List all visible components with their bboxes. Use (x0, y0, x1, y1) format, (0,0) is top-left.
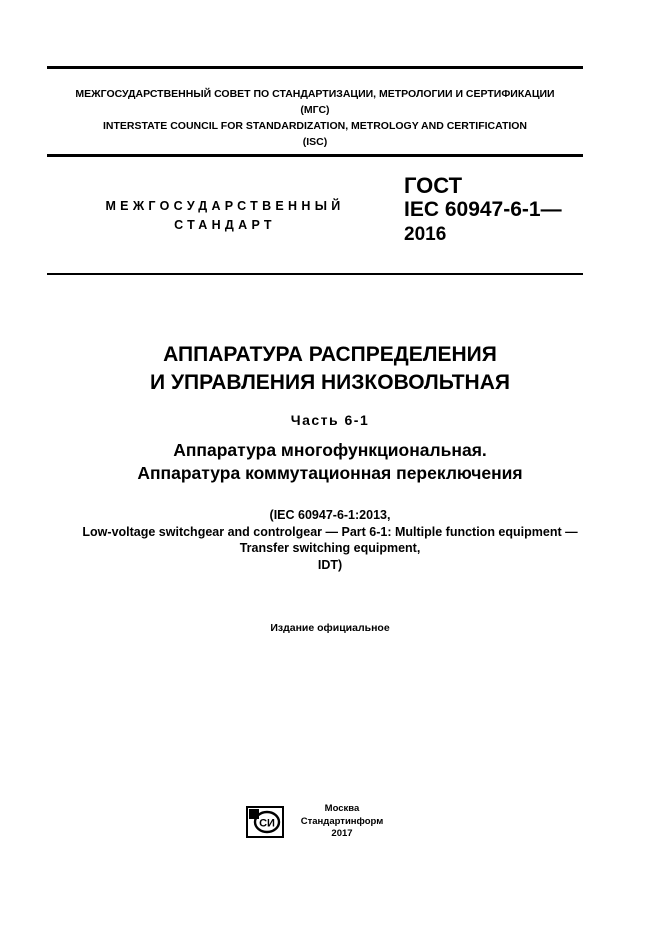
standartinform-logo-icon (246, 806, 284, 838)
iec-reference-line1: (IEC 60947-6-1:2013, (269, 508, 391, 522)
designation-rule (47, 273, 583, 275)
standard-kind-line2: СТАНДАРТ (174, 218, 276, 232)
council-abbr-ru: (МГС) (300, 104, 330, 116)
standard-kind-line1: МЕЖГОСУДАРСТВЕННЫЙ (105, 199, 345, 213)
iec-reference-line3: Transfer switching equipment, (239, 541, 421, 555)
gost-label: ГОСТ (404, 173, 463, 198)
document-title (40, 341, 620, 397)
part-label: Часть 6-1 (290, 412, 370, 428)
publisher-name: Стандартинформ (300, 815, 384, 827)
subtitle-line1: Аппаратура многофункциональная. (173, 440, 487, 460)
logo-text: СИ (259, 817, 275, 830)
top-rule (47, 66, 583, 69)
publisher-imprint (292, 803, 392, 841)
title-line1: АППАРАТУРА РАСПРЕДЕЛЕНИЯ (163, 343, 497, 366)
document-subtitle (40, 439, 620, 485)
gost-number: IEC 60947-6-1— (404, 198, 562, 221)
title-line2: И УПРАВЛЕНИЯ НИЗКОВОЛЬТНАЯ (150, 371, 510, 394)
council-header (47, 86, 583, 150)
iec-reference-line4: IDT) (317, 557, 343, 572)
header-rule (47, 154, 583, 157)
standard-designation (404, 175, 562, 244)
standard-kind (90, 197, 360, 235)
council-abbr-en: (ISC) (302, 136, 328, 148)
publisher-year: 2017 (331, 828, 353, 839)
edition-label: Издание официальное (270, 622, 390, 634)
subtitle-line2: Аппаратура коммутационная переключения (137, 463, 523, 483)
council-name-en: INTERSTATE COUNCIL FOR STANDARDIZATION, METROLOGY AND CERTIFICATION (102, 120, 528, 132)
council-name-ru: МЕЖГОСУДАРСТВЕННЫЙ СОВЕТ ПО СТАНДАРТИЗАЦИИ, МЕТРОЛОГИИ И СЕРТИФИКАЦИИ (75, 88, 555, 100)
iec-reference-line2: Low-voltage switchgear and controlgear — Part 6-1: Multiple function equipment — (82, 524, 578, 539)
publisher-city: Москва (324, 803, 360, 814)
gost-year: 2016 (404, 224, 447, 245)
iec-reference (20, 507, 640, 573)
